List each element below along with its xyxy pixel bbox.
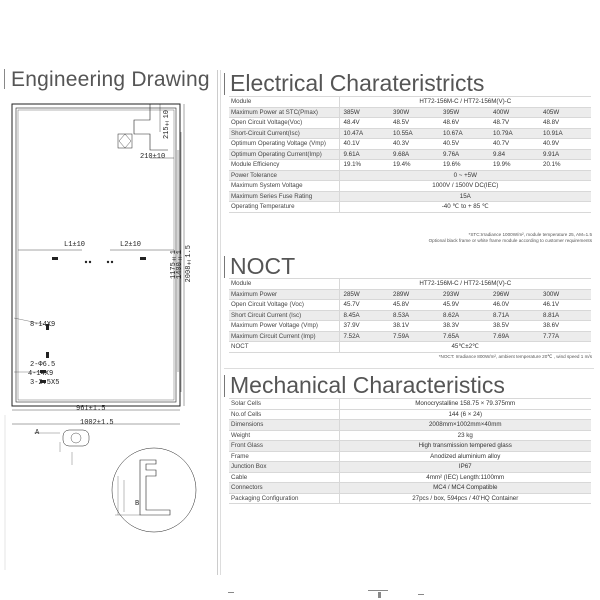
column-divider	[217, 70, 218, 575]
dim-label: 961±1.5	[76, 405, 106, 413]
table-row: Connectors MC4 / MC4 Compatible	[229, 483, 591, 494]
dim-label: 210±10	[140, 153, 166, 161]
table-row: Operating Temperature -40 ℃ to + 85 ℃	[229, 202, 591, 213]
table-row: Frame Anodized aluminium alloy	[229, 451, 591, 462]
table-row: NOCT 45℃±2℃	[229, 342, 591, 353]
table-row: Maximum Power 285W 289W 293W 296W 300W	[229, 289, 591, 300]
column-divider	[220, 70, 221, 575]
table-row: Maximum Circuit Current (Imp) 7.52A 7.59A 7.65A 7.69A 7.77A	[229, 331, 591, 342]
noct-title: NOCT	[224, 253, 295, 280]
table-row: Front Glass High transmission tempered glass	[229, 441, 591, 452]
table-row: Open Circuit Voltage(Voc) 48.4V 48.5V 48.6V 48.7V 48.8V	[229, 118, 591, 129]
table-row: Module HT72-156M-C / HT72-156M(V)-C	[229, 97, 591, 108]
table-row: Short Circuit Current (Isc) 8.45A 8.53A 8.62A 8.71A 8.81A	[229, 310, 591, 321]
table-row: Solar Cells Monocrystalline 158.75 × 79.375mm	[229, 399, 591, 410]
detail-a-label: A	[35, 429, 40, 437]
engineering-drawing	[0, 0, 212, 600]
electrical-note: *STC:Irradiance 1000W/m², module temperature 25, AM=1.5	[468, 232, 592, 237]
table-row: Power Tolerance 0 ~ +5W	[229, 170, 591, 181]
detail-b-label: B	[135, 500, 140, 508]
table-row: Junction Box IP67	[229, 462, 591, 473]
mechanical-title: Mechanical Characteristics	[224, 372, 505, 399]
table-row: No.of Cells 144 (6 × 24)	[229, 409, 591, 420]
dim-label: 2008±1.5	[185, 245, 193, 283]
table-row: Maximum Series Fuse Rating 15A	[229, 191, 591, 202]
table-row: Optimum Operating Current(Imp) 9.61A 9.68A 9.76A 9.84 9.91A	[229, 149, 591, 160]
table-row: Packaging Configuration 27pcs / box, 594pcs / 40'HQ Container	[229, 493, 591, 504]
drawing-title: Engineering Drawing	[4, 68, 210, 92]
dim-label: 1175±1	[170, 250, 178, 280]
table-row: Maximum System Voltage 1000V / 1500V DC(IEC)	[229, 181, 591, 192]
electrical-note: Optional black frame or white frame module according to customer requirements	[428, 238, 592, 243]
electrical-table	[229, 96, 591, 213]
divider	[224, 368, 594, 369]
dim-label: 8-14X9	[30, 321, 56, 329]
table-row: Maximum Power Voltage (Vmp) 37.9V 38.1V 38.3V 38.5V 38.6V	[229, 321, 591, 332]
dim-label: 4-14X9	[28, 370, 54, 378]
noct-note: *NOCT: Irradiance 800W/m², ambient temperature 20℃ , wind speed 1 m/s	[438, 354, 592, 359]
table-row: Module Efficiency 19.1% 19.4% 19.6% 19.9% 20.1%	[229, 160, 591, 171]
dim-label: 2-Φ6.5	[30, 361, 56, 369]
table-row: Module HT72-156M-C / HT72-156M(V)-C	[229, 279, 591, 290]
dim-label: L1±10	[64, 241, 86, 249]
table-row: Optimum Operating Voltage (Vmp) 40.1V 40.3V 40.5V 40.7V 40.9V	[229, 139, 591, 150]
table-row: Cable 4mm² (IEC) Length:1100mm	[229, 472, 591, 483]
dim-label: 1002±1.5	[80, 419, 114, 427]
table-row: Open Circuit Voltage (Voc) 45.7V 45.8V 45.9V 46.0V 46.1V	[229, 300, 591, 311]
noct-table	[229, 278, 591, 353]
dim-label: 3-2.5X5	[30, 379, 60, 387]
table-row: Maximum Power at STC(Pmax) 385W 390W 395W 400W 405W	[229, 107, 591, 118]
electrical-title: Electrical Charateristricts	[224, 70, 484, 97]
dim-label: 1400±1	[176, 250, 184, 280]
mechanical-table	[229, 398, 591, 504]
dim-label: 215±10	[163, 110, 171, 140]
dim-label: L2±10	[120, 241, 142, 249]
table-row: Dimensions 2008mm×1002mm×40mm	[229, 420, 591, 431]
next-section-heading-fragment	[228, 588, 508, 600]
table-row: Short-Circuit Current(Isc) 10.47A 10.55A 10.67A 10.79A 10.91A	[229, 128, 591, 139]
table-row: Weight 23 kg	[229, 430, 591, 441]
